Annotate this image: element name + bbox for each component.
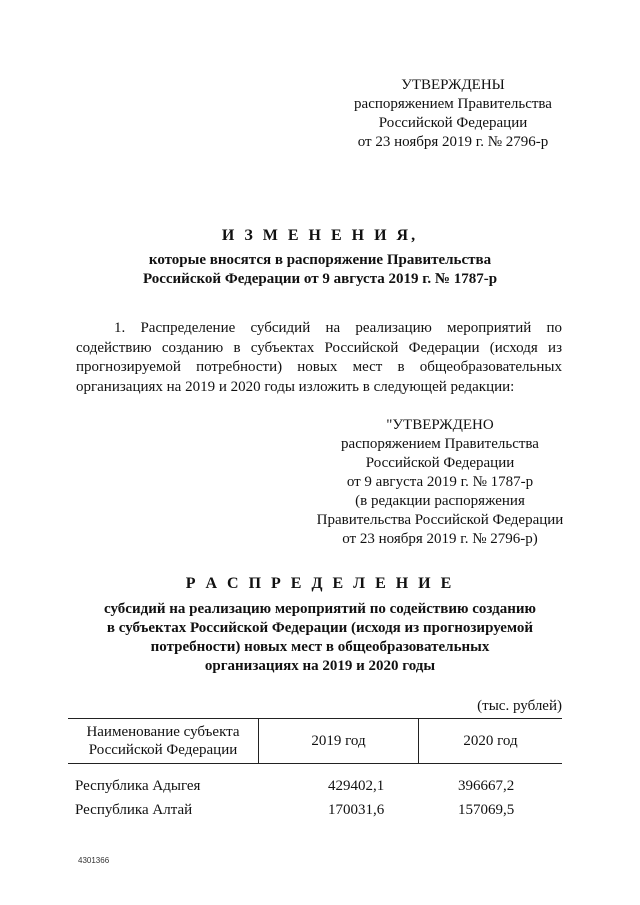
table-header-2020: 2020 год: [418, 719, 562, 763]
changes-heading: И З М Е Н Е Н И Я,: [221, 227, 419, 244]
table-cell-region: Республика Алтай: [75, 801, 193, 818]
approval-quote-line: от 9 августа 2019 г. № 1787-р: [346, 474, 534, 490]
approval-line: УТВЕРЖДЕНЫ: [401, 77, 505, 93]
paragraph-1: [76, 319, 562, 397]
approval-quote-line: "УТВЕРЖДЕНО: [386, 417, 494, 433]
units-label: (тыс. рублей): [477, 698, 562, 714]
table-header-row: [68, 718, 562, 764]
distribution-subtitle-line: субсидий на реализацию мероприятий по содействию созданию: [104, 601, 536, 617]
distribution-subtitle-line: потребности) новых мест в общеобразовательных: [150, 639, 490, 655]
approval-line: распоряжением Правительства: [354, 96, 552, 112]
approval-quote-line: Правительства Российской Федерации: [316, 512, 564, 528]
approval-quote: [300, 416, 580, 549]
distribution-heading: Р А С П Р Е Д Е Л Е Н И Е: [185, 575, 455, 592]
changes-subtitle-line: Российской Федерации от 9 августа 2019 г. № 1787-р: [142, 271, 498, 287]
document-code: 4301366: [78, 856, 110, 865]
table-cell-region: Республика Адыгея: [75, 777, 201, 794]
table-header-2019: 2019 год: [258, 719, 418, 763]
table-cell-2020: 157069,5: [458, 801, 515, 818]
approval-quote-line: (в редакции распоряжения: [355, 493, 525, 509]
approval-quote-line: от 23 ноября 2019 г. № 2796-р): [342, 531, 538, 547]
table-row: [68, 798, 562, 822]
changes-title: [0, 227, 640, 289]
approval-quote-line: распоряжением Правительства: [341, 436, 539, 452]
approval-line: Российской Федерации: [378, 115, 528, 131]
approval-line: от 23 ноября 2019 г. № 2796-р: [357, 134, 549, 150]
approval-quote-line: Российской Федерации: [365, 455, 515, 471]
table-row: [68, 774, 562, 798]
table-cell-2019: 429402,1: [328, 777, 385, 794]
paragraph-1-text: 1. Распределение субсидий на реализацию мероприятий по содействию созданию в субъектах Российской Федерации (исходя из прогнозируемой потребности) новых мест в общеобразовательных организациях на 2019 и 2020 годы изложить в следующей редакции:: [76, 320, 562, 395]
table-cell-2019: 170031,6: [328, 801, 385, 818]
changes-subtitle-line: которые вносятся в распоряжение Правительства: [148, 252, 492, 268]
table-cell-2020: 396667,2: [458, 777, 515, 794]
distribution-table: [68, 718, 562, 822]
table-header-region: Наименование субъекта Российской Федерации: [86, 724, 240, 758]
distribution-subtitle-line: организациях на 2019 и 2020 годы: [204, 658, 436, 674]
distribution-title: [0, 575, 640, 676]
approval-header: [330, 76, 576, 152]
distribution-subtitle-line: в субъектах Российской Федерации (исходя из прогнозируемой: [106, 620, 534, 636]
